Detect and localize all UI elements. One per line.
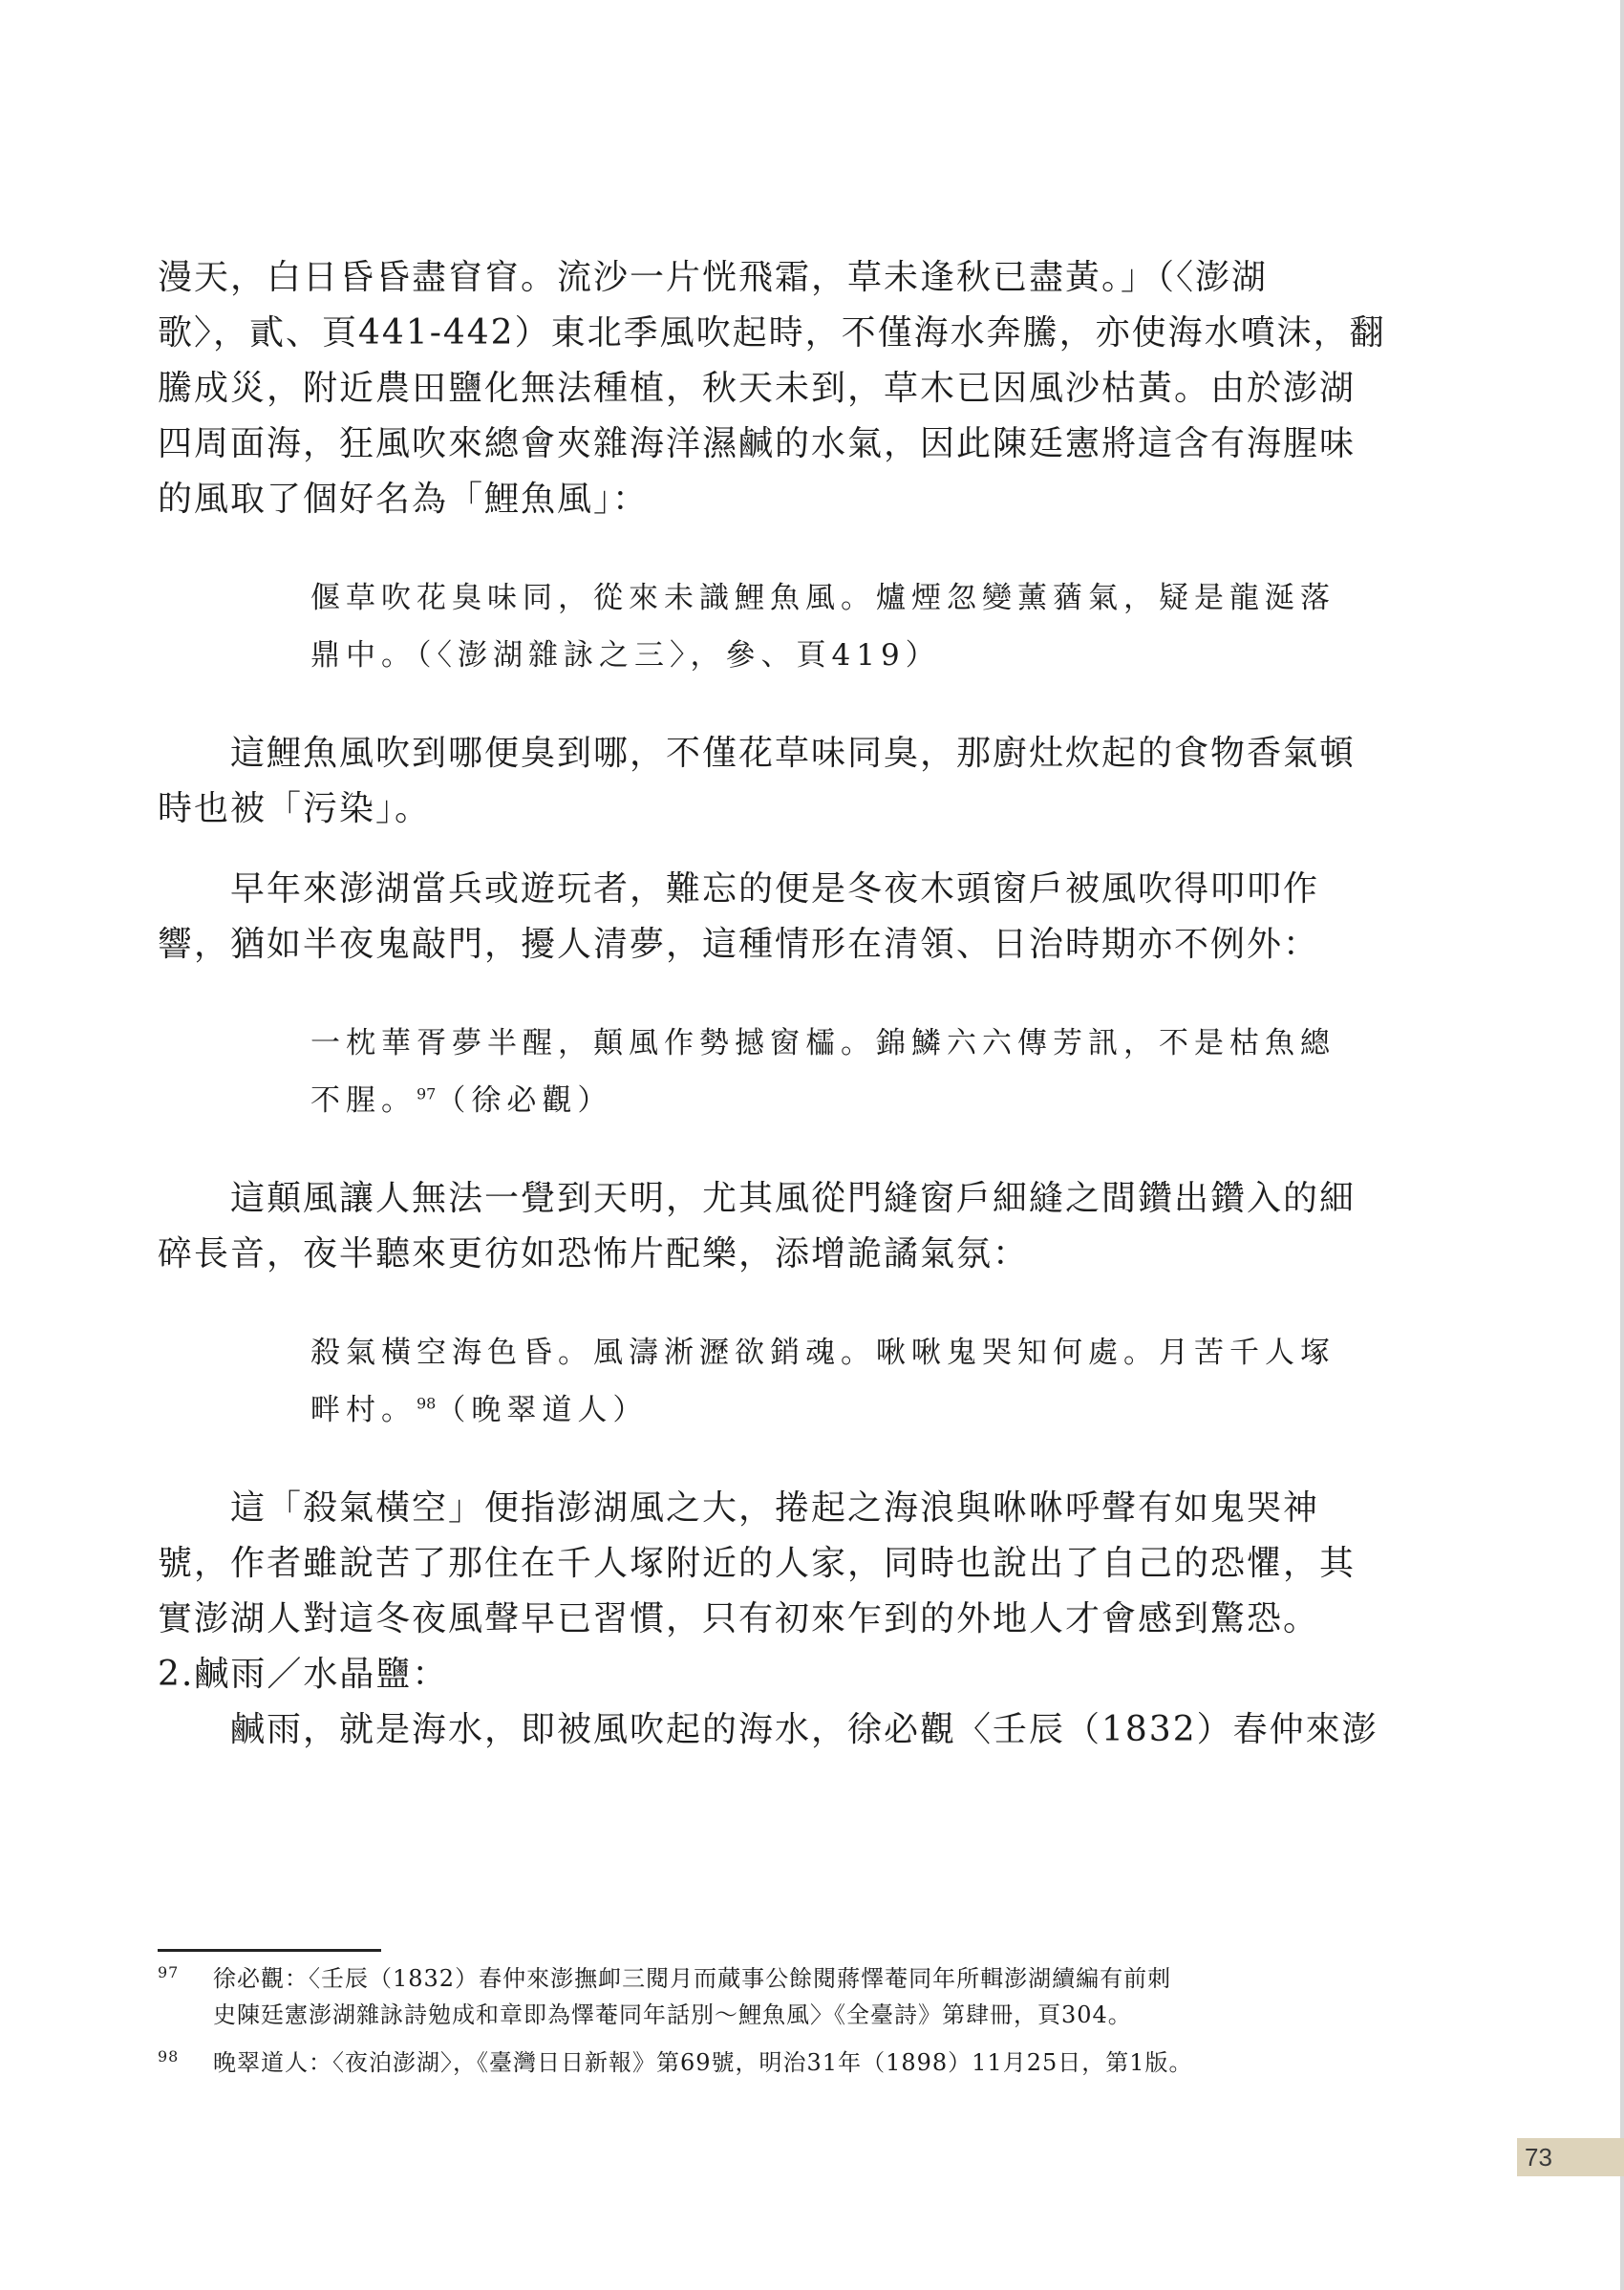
poem-author: （徐必觀） xyxy=(436,1083,613,1118)
body-line: 的風取了個好名為「鯉魚風」： xyxy=(158,480,650,519)
poem-author: （晚翠道人） xyxy=(436,1393,649,1427)
poem-quote-line: 一枕華胥夢半醒，顛風作勢撼窗櫺。錦鱗六六傳芳訊，不是枯魚總 xyxy=(310,1026,1336,1060)
poem-quote-line: 鼎中。（〈澎湖雜詠之三〉，參、頁419） xyxy=(310,638,941,673)
body-line: 早年來澎湖當兵或遊玩者，難忘的便是冬夜木頭窗戶被風吹得叩叩作 xyxy=(230,869,1320,909)
footnote-ref: 98 xyxy=(417,1394,437,1413)
footnote-97 xyxy=(158,1960,1390,2033)
page-number: 73 xyxy=(1517,2138,1624,2176)
body-line: 歌〉，貳、頁441-442）東北季風吹起時，不僅海水奔騰，亦使海水噴沫，翻 xyxy=(158,313,1386,353)
body-line: 這顛風讓人無法一覺到天明，尤其風從門縫窗戶細縫之間鑽出鑽入的細 xyxy=(230,1179,1357,1218)
main-text xyxy=(158,250,1386,1758)
body-line: 這鯉魚風吹到哪便臭到哪，不僅花草味同臭，那廚灶炊起的食物香氣頓 xyxy=(230,734,1357,773)
body-line: 鹹雨，就是海水，即被風吹起的海水，徐必觀〈壬辰（1832）春仲來澎 xyxy=(230,1710,1378,1749)
body-line: 碎長音，夜半聽來更彷如恐怖片配樂，添增詭譎氣氛： xyxy=(158,1234,1030,1273)
body-line: 實澎湖人對這冬夜風聲早已習慣，只有初來乍到的外地人才會感到驚恐。 xyxy=(158,1599,1320,1638)
poem-quote-line: 偃草吹花臭味同，從來未識鯉魚風。爐煙忽變薰蕕氣，疑是龍涎落 xyxy=(310,581,1336,615)
footnote-line: 晚翠道人：〈夜泊澎湖〉，《臺灣日日新報》第69號，明治31年（1898）11月25日，第1版。 xyxy=(213,2049,1193,2076)
poem-quote-line: 殺氣橫空海色昏。風濤淅瀝欲銷魂。啾啾鬼哭知何處。月苦千人塚 xyxy=(310,1336,1336,1370)
section-heading: 2.鹹雨／水晶鹽： xyxy=(158,1655,449,1694)
footnote-number: 98 xyxy=(158,2047,180,2065)
poem-quote-line xyxy=(158,1072,1371,1129)
poem-text: 不腥。 xyxy=(310,1083,417,1118)
body-line: 騰成災，附近農田鹽化無法種植，秋天未到，草木已因風沙枯黃。由於澎湖 xyxy=(158,369,1357,408)
poem-quote-line xyxy=(158,1381,1371,1439)
footnotes xyxy=(158,1960,1390,2092)
body-line: 響，猶如半夜鬼敲門，擾人清夢，這種情形在清領、日治時期亦不例外： xyxy=(158,925,1320,964)
body-line: 時也被「污染」。 xyxy=(158,789,432,828)
page-edge xyxy=(1620,0,1624,2290)
footnote-line: 徐必觀：〈壬辰（1832）春仲來澎撫卹三閱月而蕆事公餘閱蔣懌菴同年所輯澎湖續編有前刺 xyxy=(213,1965,1172,1992)
footnote-separator xyxy=(158,1949,381,1952)
footnote-ref: 97 xyxy=(417,1084,437,1103)
body-line: 這「殺氣橫空」便指澎湖風之大，捲起之海浪與咻咻呼聲有如鬼哭神 xyxy=(230,1488,1320,1528)
footnote-98 xyxy=(158,2044,1390,2081)
footnote-line: 史陳廷憲澎湖雜詠詩勉成和章即為懌菴同年話別～鯉魚風〉《全臺詩》第肆冊，頁304。 xyxy=(213,2001,1132,2028)
body-line: 號，作者雖說苦了那住在千人塚附近的人家，同時也說出了自己的恐懼，其 xyxy=(158,1544,1357,1583)
body-line: 漫天，白日昏昏盡窅窅。流沙一片恍飛霜，草未逢秋已盡黃。」（〈澎湖 xyxy=(158,258,1269,297)
body-line: 四周面海，狂風吹來總會夾雜海洋濕鹹的水氣，因此陳廷憲將這含有海腥味 xyxy=(158,424,1357,463)
poem-text: 畔村。 xyxy=(310,1393,417,1427)
footnote-number: 97 xyxy=(158,1963,180,1981)
